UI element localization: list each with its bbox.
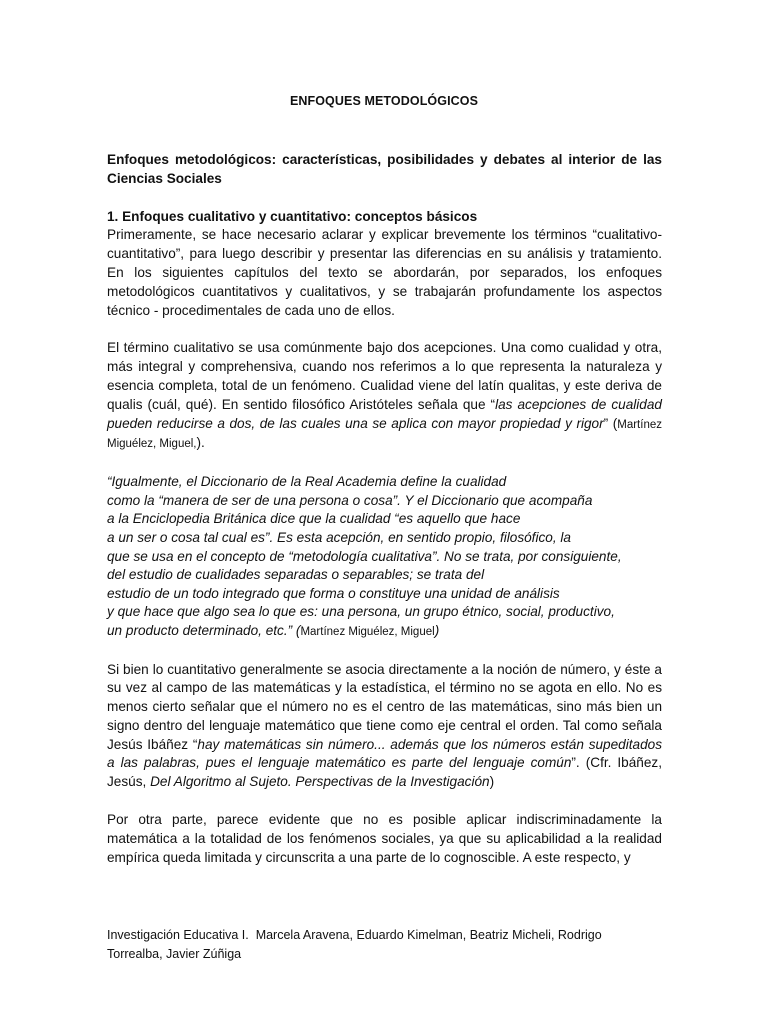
- quote-end: ): [434, 622, 440, 638]
- footer-line-1: Investigación Educativa I. Marcela Aravena, Eduardo Kimelman, Beatriz Micheli, Rodrigo: [107, 928, 602, 942]
- quote-line: y que hace que algo sea lo que es: una persona, un grupo étnico, social, productivo,: [107, 604, 615, 620]
- quote-line: como la “manera de ser de una persona o cosa”. Y el Diccionario que acompaña: [107, 492, 593, 508]
- paragraph-3-end: ): [489, 774, 495, 790]
- paragraph-2-end: ).: [196, 435, 205, 451]
- paragraph-3-italic: hay matemáticas sin número... además que los números están supeditados a las palabras, pues el lenguaje matemático es parte del lenguaje común: [107, 736, 663, 771]
- paragraph-3-close: ”. (Cfr. Ibáñez, Jesús,: [107, 755, 662, 790]
- paragraph-3-book: Del Algoritmo al Sujeto. Perspectivas de la Investigación: [150, 774, 490, 790]
- quote-line: “Igualmente, el Diccionario de la Real Academia define la cualidad: [107, 474, 507, 490]
- quote-line: a un ser o cosa tal cual es”. Es esta acepción, en sentido propio, filosófico, la: [107, 529, 571, 545]
- quote-last-text: un producto determinado, etc.” (: [107, 622, 301, 638]
- paragraph-2-close: ” (: [603, 415, 618, 431]
- document-title: ENFOQUES METODOLÓGICOS: [289, 94, 479, 108]
- quote-line: estudio de un todo integrado que forma o constituye una unidad de análisis: [107, 585, 560, 601]
- quote-line: que se usa en el concepto de “metodología cualitativa”. No se trata, por consiguiente,: [107, 548, 622, 564]
- paragraph-3: [107, 661, 662, 793]
- footer-line-2: Torrealba, Javier Zúñiga: [107, 946, 242, 961]
- section-heading: 1. Enfoques cualitativo y cuantitativo: conceptos básicos: [107, 208, 478, 224]
- subtitle: Enfoques metodológicos: características, posibilidades y debates al interior de las Ciencias Sociales: [107, 152, 662, 186]
- paragraph-2-citation: Martínez Miguélez, Miguel,: [107, 418, 662, 451]
- quote-last-line: [107, 622, 662, 642]
- page-footer: [107, 926, 667, 964]
- quote-citation: Martínez Miguélez, Miguel: [300, 625, 435, 638]
- paragraph-2: [107, 339, 662, 454]
- paragraph-4: Por otra parte, parece evidente que no es posible aplicar indiscriminadamente la matemática a la totalidad de los fenómenos sociales, ya que su aplicabilidad a la realidad empírica queda limitada y circunscrita a una parte de lo cognoscible. A este respecto, y: [107, 812, 662, 865]
- document-body: [107, 151, 662, 867]
- block-quote: [107, 473, 662, 641]
- paragraph-2-italic: las acepciones de cualidad pueden reducirse a dos, de las cuales una se aplica con mayor propiedad y rigor: [107, 396, 662, 431]
- quote-line: a la Enciclopedia Británica dice que la cualidad “es aquello que hace: [107, 511, 521, 527]
- paragraph-3-text: Si bien lo cuantitativo generalmente se asocia directamente a la noción de número, y éste a su vez al campo de las matemáticas y la estadística, el término no se agota en ello. No es menos cierto señalar que el número no es el centro de las matemáticas, sino más bien un signo dentro del lenguaje matemático que tiene como eje central el orden. Tal como señala Jesús Ibáñez “: [107, 661, 662, 752]
- paragraph-1: Primeramente, se hace necesario aclarar y explicar brevemente los términos “cualitativo-cuantitativo”, para luego describir y presentar las diferencias en su análisis y tratamiento. En los siguientes capítulos del texto se abordarán, por separados, los enfoques metodológicos cuantitativos y cualitativos, y se trabajarán profundamente los aspectos técnico - procedimentales de cada uno de ellos.: [107, 227, 662, 318]
- paragraph-2-text: El término cualitativo se usa comúnmente bajo dos acepciones. Una como cualidad y otra, más integral y comprehensiva, cuando nos referimos a lo que representa la naturaleza y esencia completa, total de un fenómeno. Cualidad viene del latín qualitas, y este deriva de qualis (cuál, qué). En sentido filosófico Aristóteles señala que “: [107, 340, 662, 412]
- quote-line: del estudio de cualidades separadas o separables; se trata del: [107, 567, 485, 583]
